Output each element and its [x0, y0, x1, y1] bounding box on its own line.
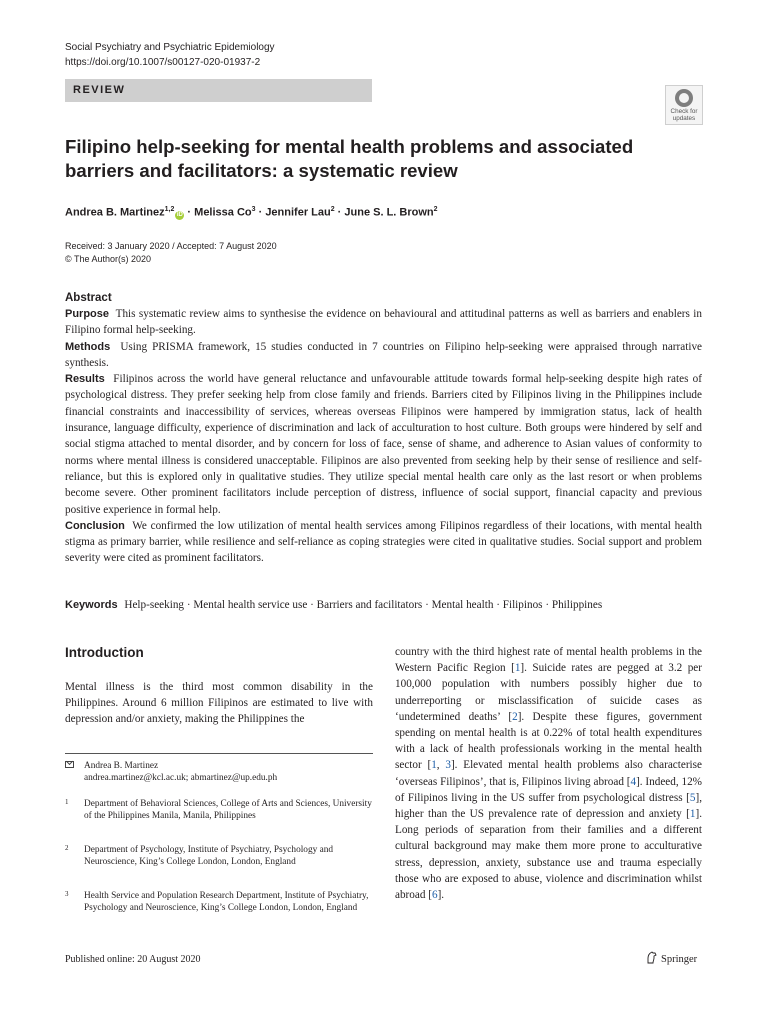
abstract-text: We confirmed the low utilization of mental health services among Filipinos regardless of their locations, with mental health stigma as primary barrier, while resilience and self-reliance as coping strategies were cited in qualitative studies. Social support and problem severity were cited as prominent facilitators.: [65, 519, 702, 565]
abstract-conclusion: [65, 518, 702, 567]
affiliation: [65, 890, 373, 915]
affiliation-number: 1: [65, 798, 69, 806]
affiliation-text: Department of Psychology, Institute of Psychiatry, Psychology and Neuroscience, King’s College London, London, England: [84, 845, 333, 868]
footnote-divider: [65, 753, 373, 754]
body-text: ]. Indeed, 12% of Filipinos living in the US suffer from psychological distress [: [395, 775, 703, 804]
affiliation-text: Department of Behavioral Sciences, College of Arts and Sciences, University of the Philippines Manila, Manila, Philippines: [84, 799, 372, 822]
crossmark-line2: updates: [672, 115, 696, 122]
received-accepted: Received: 3 January 2020 / Accepted: 7 August 2020: [65, 241, 277, 251]
keywords: [65, 597, 725, 613]
abstract-heading: Abstract: [65, 292, 112, 304]
correspondence: [65, 760, 373, 784]
crossmark-line1: Check for: [670, 108, 698, 115]
author-affiliation-marker: 2: [330, 206, 335, 213]
body-text: ]. Despite these figures, government spending on mental health is at 0.22% of total health expenditures with a lack of health professionals working in the mental health sector [: [395, 710, 703, 772]
body-text: ,: [436, 759, 446, 772]
abstract-label: Conclusion: [65, 519, 125, 532]
abstract-methods: [65, 339, 702, 372]
author-affiliation-marker: 3: [251, 206, 256, 213]
article-type-band: [65, 79, 372, 102]
orcid-icon[interactable]: iD: [176, 211, 183, 218]
abstract-label: Purpose: [65, 308, 110, 320]
affiliation-text: Health Service and Population Research Department, Institute of Psychiatry, Psychology and Neuroscience, King’s College London, London, England: [84, 891, 369, 914]
affiliation-number: 2: [65, 844, 69, 852]
citation-link[interactable]: 1: [514, 662, 521, 675]
publisher-name: Springer: [661, 954, 698, 965]
envelope-icon: [65, 761, 74, 768]
journal-header: [65, 40, 275, 70]
abstract-text: Using PRISMA framework, 15 studies conducted in 7 countries on Filipino help-seeking were appraised through narrative synthesis.: [65, 340, 703, 369]
check-for-updates-badge[interactable]: [665, 85, 703, 125]
article-type: REVIEW: [73, 84, 126, 96]
abstract-text: This systematic review aims to synthesise the evidence on behavioural and attitudinal patterns as well as barriers and enablers in Filipino formal help-seeking.: [65, 308, 702, 337]
abstract-label: Methods: [65, 340, 111, 353]
author-separator: ·: [255, 206, 266, 219]
intro-right-column: [395, 644, 702, 903]
author-separator: ·: [184, 206, 195, 219]
section-heading-introduction: Introduction: [65, 645, 144, 660]
affiliation: [65, 844, 373, 869]
author-name[interactable]: Andrea B. Martinez: [65, 206, 165, 219]
body-text: ]. Suicide rates are pegged at 3.2 per 100,000 population with numbers possibly higher due to underreporting or misclassification of suicide cases as ‘undetermined deaths’ [: [395, 662, 702, 723]
author-affiliation-marker: 2: [433, 206, 438, 213]
abstract-label: Results: [65, 373, 105, 386]
publisher-logo: [645, 951, 697, 968]
body-text: ].: [437, 889, 445, 902]
abstract-text: Filipinos across the world have general reluctance and unfavourable attitude towards formal help-seeking despite high rates of psychological distress. They prefer seeking help from close family and friends. Barriers cited by Filipinos living in the Philippines include financial constraints and inaccessibility of services, whereas overseas Filipinos were hampered by immigration status, lack of health insurance, language difficulty, experience of discrimination and lack of acculturation to host culture. Both groups were hindered by self and social stigma attached to mental disorder, and by concern for loss of face, sense of shame, and adherence to Asian values of conformity to norms where mental illness is considered unacceptable. Filipinos are also prevented from seeking help by their sense of resilience and self-reliance, but this is explored only in qualitative studies. They utilize special mental health care only as the last resort or when problems become severe. Other prominent facilitators include perception of distress, influence of social support, financial capacity and previous positive experience in formal help.: [65, 373, 702, 516]
citation-link[interactable]: 1: [431, 759, 437, 772]
body-text: ]. Elevated mental health problems also characterise ‘overseas Filipinos’, that is, Filipinos living abroad [: [395, 759, 702, 788]
crossmark-icon: [675, 89, 693, 107]
author-list: [65, 202, 438, 221]
intro-paragraph-continued: [395, 644, 702, 903]
author-emails[interactable]: andrea.martinez@kcl.ac.uk; abmartinez@up.edu.ph: [84, 773, 278, 783]
intro-left-column: [65, 679, 373, 728]
article-dates: [65, 240, 277, 265]
abstract-results: [65, 371, 702, 518]
citation-link[interactable]: 2: [512, 710, 518, 723]
article-title: Filipino help-seeking for mental health problems and associated barriers and facilitators: a systematic review: [65, 136, 634, 181]
author-name[interactable]: June S. L. Brown: [344, 206, 434, 219]
affiliation-number: 3: [65, 890, 69, 898]
abstract: [65, 290, 702, 567]
abstract-purpose: [65, 306, 702, 339]
intro-paragraph: Mental illness is the third most common disability in the Philippines. Around 6 million Filipinos are estimated to live with depression and/or anxiety, making the Philippines the: [65, 681, 373, 726]
body-text: country with the third highest rate of mental health problems in the Western Pacific Region [: [395, 646, 702, 675]
citation-link[interactable]: 6: [431, 889, 438, 902]
author-separator: ·: [334, 206, 345, 219]
keywords-text: Help-seeking · Mental health service use · Barriers and facilitators · Mental health · Filipinos · Philippines: [124, 599, 603, 611]
springer-horse-icon: [645, 951, 657, 964]
body-text: ]. Long periods of separation from their families and a different cultural background may make them more prone to acculturative stress, depression, anxiety, substance use and trauma especially those who are exposed to abuse, violence and discrimination whilst abroad [: [395, 808, 702, 902]
journal-name: Social Psychiatry and Psychiatric Epidemiology: [65, 42, 275, 53]
published-online: Published online: 20 August 2020: [65, 954, 201, 965]
corresponding-author: Andrea B. Martinez: [84, 761, 159, 771]
copyright: © The Author(s) 2020: [65, 253, 152, 264]
citation-link[interactable]: 3: [445, 759, 451, 772]
author-name[interactable]: Melissa Co: [194, 206, 252, 219]
keywords-label: Keywords: [65, 599, 118, 611]
author-affiliation-marker: 1,2: [164, 206, 175, 213]
author-name[interactable]: Jennifer Lau: [265, 206, 331, 219]
citation-link[interactable]: 1: [689, 808, 696, 821]
citation-link[interactable]: 5: [689, 791, 696, 804]
body-text: ], higher than the US prevalence rate of depression and anxiety [: [395, 791, 702, 821]
affiliation: [65, 798, 373, 823]
doi-link[interactable]: https://doi.org/10.1007/s00127-020-01937-2: [65, 57, 261, 68]
citation-link[interactable]: 4: [630, 775, 637, 788]
